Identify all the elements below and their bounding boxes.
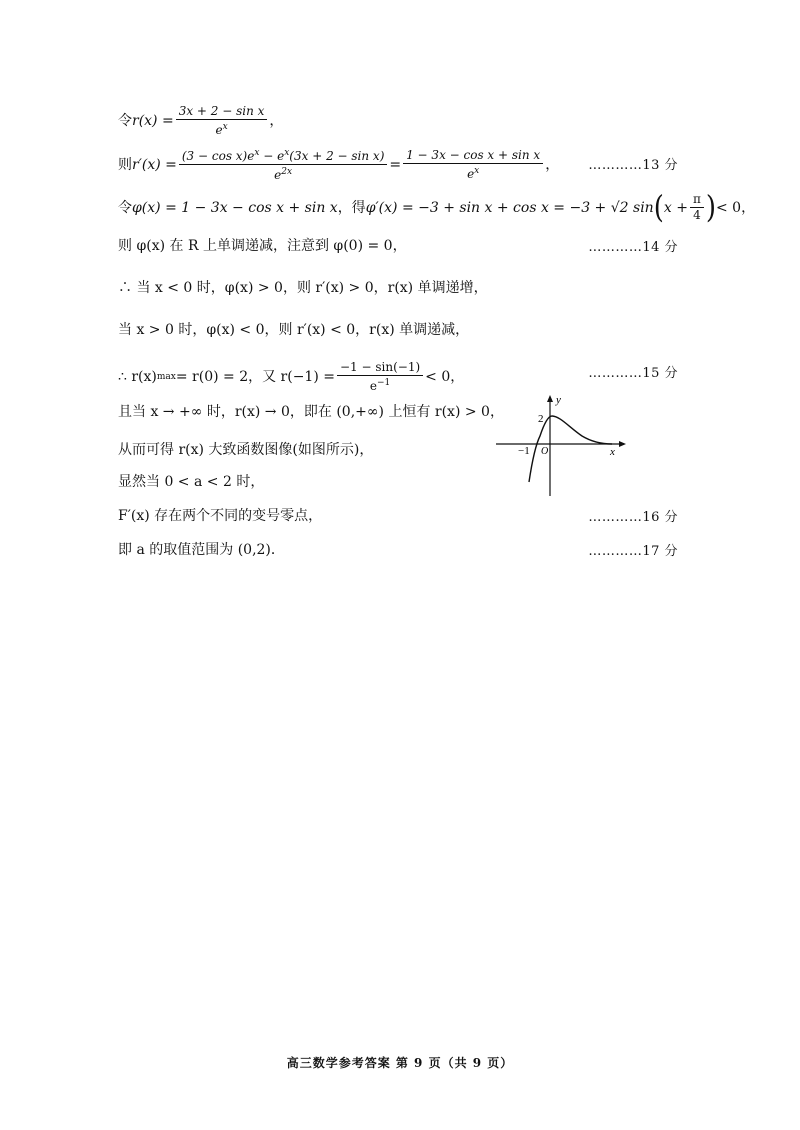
fraction-denominator: 4 bbox=[693, 208, 701, 222]
fraction bbox=[403, 148, 543, 182]
num-exponent-b: x bbox=[284, 148, 290, 158]
fraction-numerator: 3x + 2 − sin x bbox=[176, 104, 268, 120]
score-marker: …………17 分 bbox=[588, 544, 678, 559]
den-exponent: x bbox=[474, 165, 480, 176]
den-base: e bbox=[369, 379, 377, 393]
fraction bbox=[337, 360, 423, 394]
line-prefix: 令 bbox=[118, 199, 132, 216]
fraction-numerator: −1 − sin(−1) bbox=[337, 360, 423, 376]
function-graph bbox=[496, 392, 630, 496]
line-derivative-r bbox=[118, 146, 559, 183]
line-prefix: 令 bbox=[118, 113, 132, 129]
y-axis-arrow bbox=[547, 395, 553, 402]
x-axis-label: x bbox=[610, 446, 615, 458]
line-x-positive: 当 x > 0 时，φ(x) < 0，则 r′(x) < 0，r(x) 单调递减， bbox=[118, 322, 470, 338]
num-part-b: − e bbox=[259, 149, 285, 163]
line-prefix: ∴ r(x) bbox=[118, 369, 157, 385]
den-base: e bbox=[274, 168, 282, 182]
phi-derivative-expression: φ′(x) = −3 + sin x + cos x = −3 + √2 sin bbox=[365, 199, 654, 216]
x-axis-arrow bbox=[619, 441, 626, 447]
line-phi-decreasing: 则 φ(x) 在 R 上单调递减，注意到 φ(0) = 0， bbox=[118, 238, 407, 254]
fraction-denominator bbox=[464, 164, 482, 182]
pi-fraction bbox=[690, 192, 704, 223]
fraction bbox=[176, 104, 268, 138]
line-a-range-condition: 显然当 0 < a < 2 时， bbox=[118, 474, 265, 490]
phi-expression: φ(x) = 1 − 3x − cos x + sin x bbox=[132, 199, 338, 216]
equals-sign: = bbox=[389, 156, 402, 173]
line-limit: 且当 x → +∞ 时，r(x) → 0，即在 (0,+∞) 上恒有 r(x) > 0， bbox=[118, 404, 504, 420]
den-exponent: 2x bbox=[281, 167, 293, 177]
origin-label: O bbox=[541, 446, 549, 457]
fraction-numerator bbox=[179, 146, 388, 165]
left-paren: ( bbox=[653, 189, 664, 226]
line-define-r bbox=[118, 104, 283, 138]
line-r-max bbox=[118, 360, 464, 394]
score-marker: …………13 分 bbox=[588, 158, 678, 173]
num-exponent-a: x bbox=[254, 148, 260, 158]
fraction-denominator bbox=[271, 165, 295, 183]
score-marker: …………15 分 bbox=[588, 366, 678, 381]
den-exponent: −1 bbox=[376, 378, 391, 388]
line-define-phi bbox=[118, 189, 756, 226]
num-part-a: (3 − cos x)e bbox=[181, 149, 255, 163]
x-value-neg-one-label: −1 bbox=[518, 445, 530, 457]
y-axis-label: y bbox=[556, 394, 561, 406]
right-paren: ) bbox=[705, 189, 716, 226]
line-tail: ， bbox=[545, 156, 560, 173]
fraction bbox=[179, 146, 388, 183]
den-exponent: x bbox=[222, 122, 228, 132]
page-footer: 高三数学参考答案 第 9 页（共 9 页） bbox=[286, 1056, 514, 1070]
separator-text: ，得 bbox=[337, 199, 366, 216]
max-subscript: max bbox=[156, 372, 176, 382]
r-max-expression: = r(0) = 2，又 r(−1) = bbox=[175, 369, 335, 385]
num-part-c: (3x + 2 − sin x) bbox=[289, 149, 385, 163]
fraction-numerator: 1 − 3x − cos x + sin x bbox=[403, 148, 543, 164]
line-two-zeros: F′(x) 存在两个不同的变号零点， bbox=[118, 508, 323, 524]
score-marker: …………14 分 bbox=[588, 240, 678, 255]
fraction-denominator bbox=[212, 120, 230, 138]
paren-inner: x + bbox=[663, 199, 688, 216]
line-tail: < 0， bbox=[425, 369, 465, 385]
score-marker: …………16 分 bbox=[588, 510, 678, 525]
fraction-denominator bbox=[367, 376, 393, 394]
y-value-two-label: 2 bbox=[538, 413, 544, 425]
lhs-text: r(x) = bbox=[132, 113, 174, 129]
lhs-text: r′(x) = bbox=[132, 156, 177, 173]
line-x-negative: ∴ 当 x < 0 时，φ(x) > 0，则 r′(x) > 0，r(x) 单调递增， bbox=[118, 280, 488, 296]
line-graph-reference: 从而可得 r(x) 大致函数图像(如图所示)， bbox=[118, 442, 374, 458]
den-base: e bbox=[215, 123, 223, 137]
line-conclusion: 即 a 的取值范围为 (0,2)． bbox=[118, 542, 285, 558]
fraction-numerator: π bbox=[690, 192, 704, 208]
line-tail: ， bbox=[269, 113, 284, 129]
den-base: e bbox=[467, 166, 475, 181]
line-tail: < 0， bbox=[715, 199, 756, 216]
line-prefix: 则 bbox=[118, 156, 132, 173]
